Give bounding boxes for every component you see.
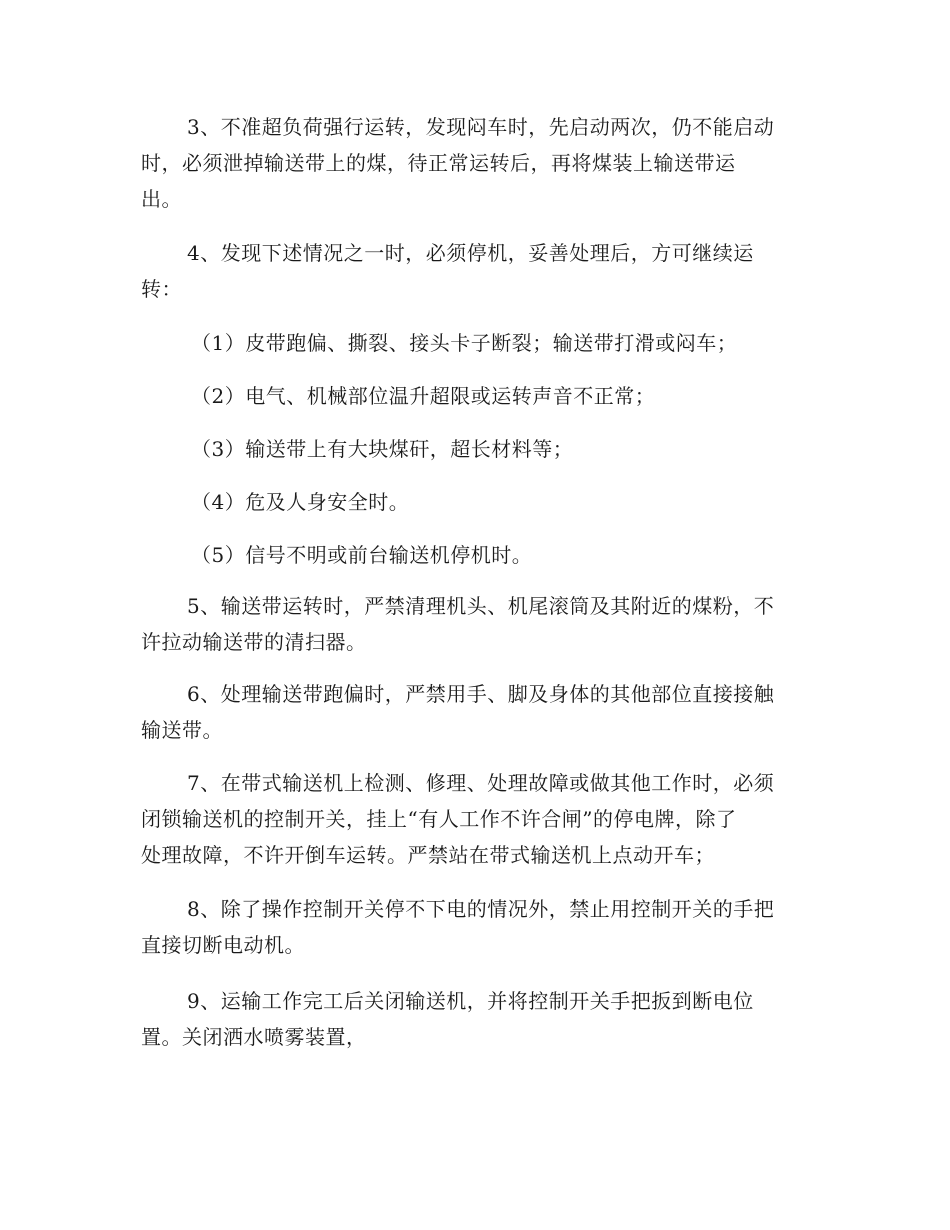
paragraph-item-9 bbox=[141, 983, 813, 1055]
list-item-4-5 bbox=[141, 537, 813, 573]
list-item-4-3 bbox=[141, 431, 813, 467]
paragraph-item-3 bbox=[141, 109, 813, 217]
paragraph-item-6 bbox=[141, 676, 813, 748]
text-line: （2）电气、机械部位温升超限或运转声音不正常； bbox=[191, 384, 656, 408]
text-line: 7、在带式输送机上检测、修理、处理故障或做其他工作时，必须 bbox=[187, 771, 775, 795]
list-item-4-2 bbox=[141, 378, 813, 414]
text-line: 闭锁输送机的控制开关，挂上“有人工作不许合闸”的停电牌，除了 bbox=[141, 807, 737, 831]
text-line: 直接切断电动机。 bbox=[141, 933, 305, 957]
text-line: 4、发现下述情况之一时，必须停机，妥善处理后，方可继续运 bbox=[187, 241, 754, 265]
text-line: （1）皮带跑偏、撕裂、接头卡子断裂；输送带打滑或闷车； bbox=[191, 331, 738, 355]
text-line: 9、运输工作完工后关闭输送机，并将控制开关手把扳到断电位 bbox=[187, 989, 754, 1013]
paragraph-item-7 bbox=[141, 765, 813, 873]
text-line: 置。关闭洒水喷雾装置， bbox=[141, 1025, 367, 1049]
text-line: （5）信号不明或前台输送机停机时。 bbox=[191, 543, 533, 567]
text-line: （4）危及人身安全时。 bbox=[191, 490, 410, 514]
paragraph-item-4 bbox=[141, 235, 813, 307]
text-line: 3、不准超负荷强行运转，发现闷车时，先启动两次，仍不能启动 bbox=[187, 115, 775, 139]
text-line: 时，必须泄掉输送带上的煤，待正常运转后，再将煤装上输送带运 bbox=[141, 151, 736, 175]
text-line: 转： bbox=[141, 277, 182, 301]
text-line: 8、除了操作控制开关停不下电的情况外，禁止用控制开关的手把 bbox=[187, 897, 775, 921]
list-item-4-1 bbox=[141, 325, 813, 361]
text-line: 6、处理输送带跑偏时，严禁用手、脚及身体的其他部位直接接触 bbox=[187, 682, 775, 706]
paragraph-item-5 bbox=[141, 588, 813, 660]
text-line: 5、输送带运转时，严禁清理机头、机尾滚筒及其附近的煤粉，不 bbox=[187, 594, 775, 618]
text-line: 输送带。 bbox=[141, 718, 223, 742]
text-line: 许拉动输送带的清扫器。 bbox=[141, 630, 367, 654]
text-line: 出。 bbox=[141, 187, 182, 211]
text-line: （3）输送带上有大块煤矸，超长材料等； bbox=[191, 437, 574, 461]
list-item-4-4 bbox=[141, 484, 813, 520]
paragraph-item-8 bbox=[141, 891, 813, 963]
text-line: 处理故障，不许开倒车运转。严禁站在带式输送机上点动开车； bbox=[141, 843, 715, 867]
